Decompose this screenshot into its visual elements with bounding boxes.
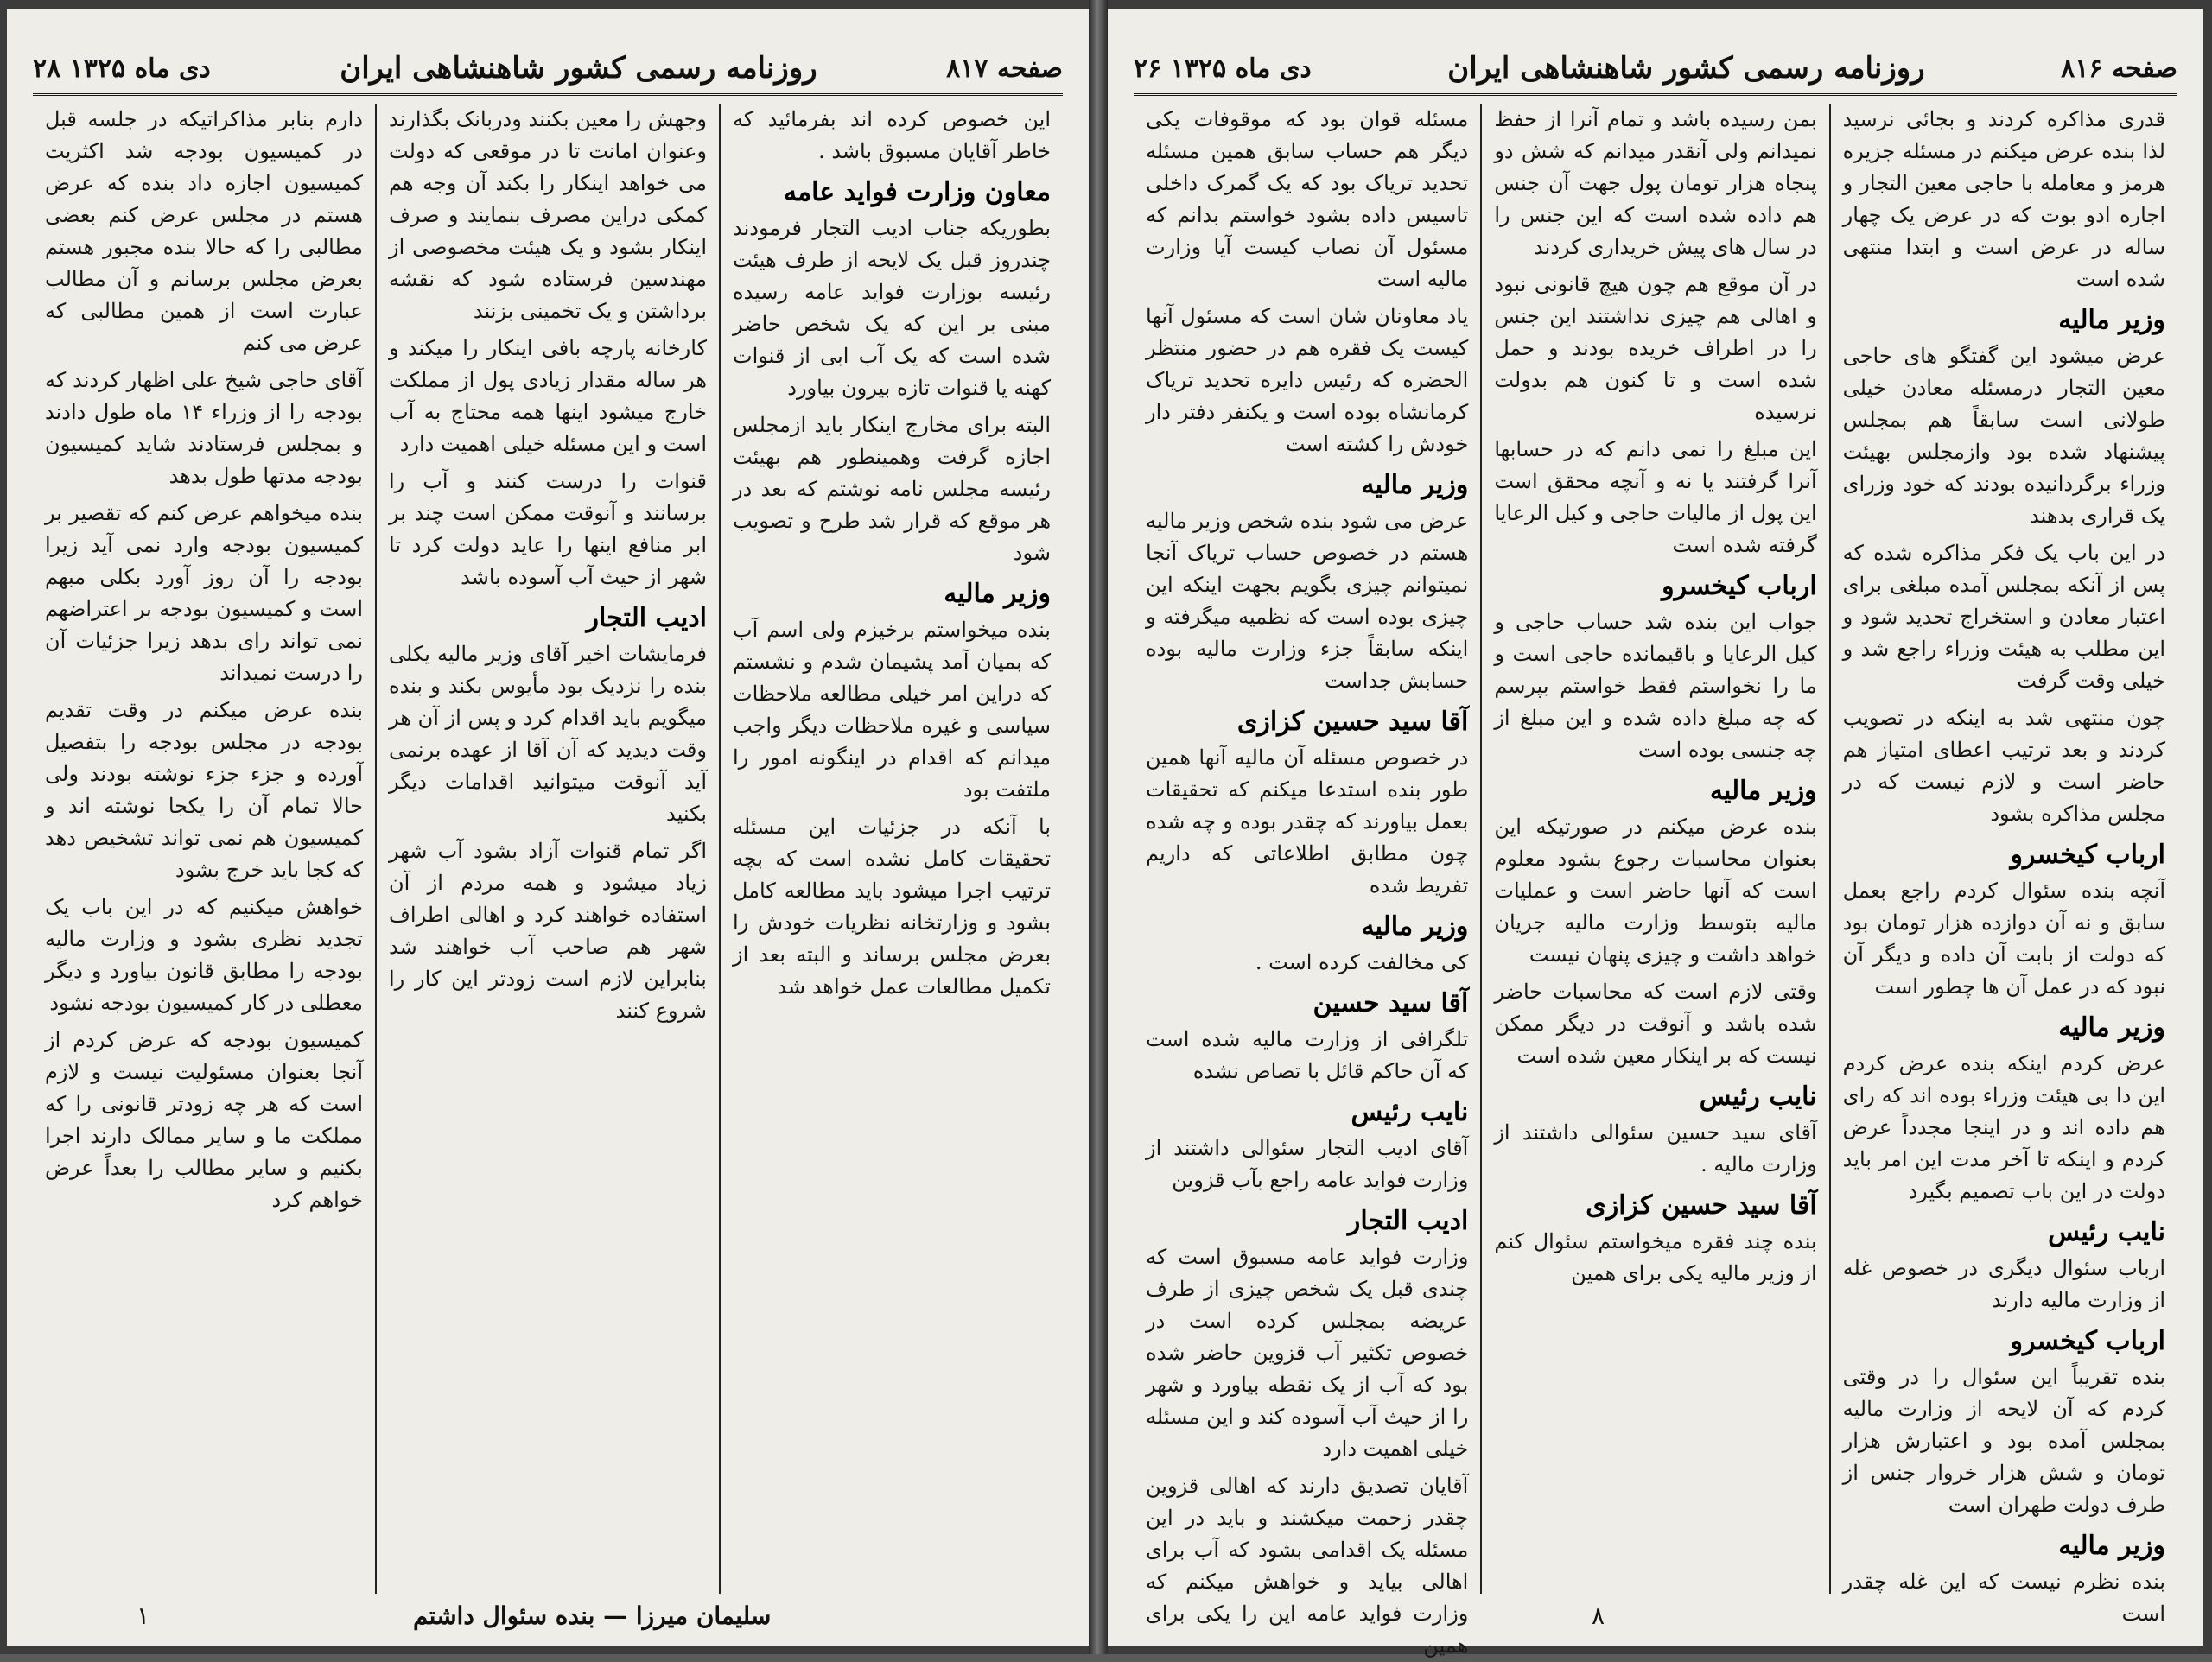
paragraph: این مبلغ را نمی دانم که در حسابها آنرا گرفتند یا نه و آنچه محقق است این پول از مالیات حاجی و کیل الرعایا گرفته شده است [1494,437,1817,557]
right-page-header [1134,43,2177,96]
paragraph: کمیسیون بودجه که عرض کردم از آنجا بعنوان مسئولیت نیست و لازم است که هر چه زودتر قانونی را که مملکت ما و سایر ممالک دارند اجرا بکنیم و سایر مطالب را بعداً عرض خواهم کرد [45,1028,363,1212]
paragraph: بنده میخواهم عرض کنم که تقصیر بر کمیسیون بودجه وارد نمی آید زیرا بودجه را آن روز آورد بکلی مبهم است و کمیسیون بودجه بر اعتراضهم نمی تواند رای بدهد زیرا جزئیات آن را درست نمیداند [45,501,363,685]
paragraph: اگر تمام قنوات آزاد بشود آب شهر زیاد میشود و همه مردم از آن استفاده خواهند کرد و اهالی اطراف شهر هم صاحب آب خواهند شد بنابراین لازم است زودتر این کار را شروع کنند [389,839,707,1023]
speaker-heading: نایب رئیس [1351,1097,1469,1127]
paragraph: آقای حاجی شیخ علی اظهار کردند که بودجه را از وزراء ۱۴ ماه طول دادند و بمجلس فرستادند شاید کمیسیون بودجه مدتها طول بدهد [45,368,363,488]
left-column-1 [719,104,1063,1594]
paragraph: وقتی لازم است که محاسبات حاضر شده باشد و آنوقت در دیگر ممکن نیست که بر اینکار معین شده است [1494,980,1817,1068]
left-column-2 [375,104,719,1594]
left-header-page-label: صفحه ۸۱۷ [946,53,1063,84]
speaker-heading: وزیر مالیه [1361,470,1469,500]
paragraph: کی مخالفت کرده است . [1255,950,1469,974]
speaker-heading: آقا سید حسین کزازی [1236,707,1469,737]
speaker-heading: وزیر مالیه [2058,305,2165,335]
paragraph: قنوات را درست کنند و آب را برسانند و آنوقت ممکن است چند بر ابر منافع اینها را عاید دولت کرد تا شهر از حیث آب آسوده باشد [389,469,707,589]
right-column-1 [1829,104,2177,1626]
right-page-columns [1134,104,2177,1658]
paragraph: بمن رسیده باشد و تمام آنرا از حفظ نمیدانم ولی آنقدر میدانم که شش دو پنجاه هزار تومان پول جهت آن جنس هم داده شده است که این جنس را در سال های پیش خریداری کردند [1494,107,1817,259]
right-header-date: ۲۶ دی ماه ۱۳۲۵ [1134,53,1312,84]
paragraph: در خصوص مسئله آن مالیه آنها همین طور بنده استدعا میکنم که تحقیقات بعمل بیاورند که چقدر بوده و چه شده چون مطابق اطلاعاتی که داریم تفریط شده [1146,745,1469,898]
right-column-2 [1480,104,1828,1594]
paragraph: البته برای مخارج اینکار باید ازمجلس اجازه گرفت وهمینطور هم بهیئت رئیسه مجلس نامه نوشتم که بعد در هر موقع که قرار شد طرح و تصویب شود [733,413,1051,565]
paragraph: با آنکه در جزئیات این مسئله تحقیقات کامل نشده است که بچه ترتیب اجرا میشود باید مطالعه کامل بشود و وزارتخانه نظریات خودش را بعرض مجلس برساند و البته بعد از تکمیل مطالعات عمل خواهد شد [733,815,1051,999]
speaker-heading: ارباب کیخسرو [2010,1326,2165,1356]
paragraph: تلگرافی از وزارت مالیه شده است که آن حاکم قائل با تصاص نشده [1146,1027,1469,1083]
speaker-heading: نایب رئیس [2048,1217,2165,1247]
paragraph: خواهش میکنیم که در این باب یک تجدید نظری بشود و وزارت مالیه بودجه را مطابق قانون بیاورد و دیگر معطلی در کار کمیسیون بودجه نشود [45,895,363,1015]
paragraph: این خصوص کرده اند بفرمائید که خاطر آقایان مسبوق باشد . [733,107,1051,163]
right-header-title: روزنامه رسمی کشور شاهنشاهی ایران [1447,51,1925,86]
paragraph: وزارت فواید عامه مسبوق است که چندی قبل یک شخص چیزی از طرف عریضه بمجلس کرده است در خصوص تکثیر آب قزوین حاضر شده بود که آب از یک نقطه بیاورد و شهر را از حیث آب آسوده کند و این مسئله خیلی اهمیت دارد [1146,1245,1469,1461]
left-column-3 [33,104,375,1594]
speaker-heading: ادیب التجار [586,603,707,633]
paragraph: بنده میخواستم برخیزم ولی اسم آب که بمیان آمد پشیمان شدم و نشستم که دراین امر خیلی مطالعه ملاحظات سیاسی و غیره ملاحظات دیگر واجب میدانم که اقدام در اینگونه امور را ملتفت بود [733,618,1051,802]
paragraph: یاد معاونان شان است که مسئول آنها کیست یک فقره هم در حضور منتظر الحضره که رئیس دایره تحدید تریاک کرمانشاه بوده است و یکنفر دفتر دار خودش را کشته است [1146,304,1469,456]
left-page-number: ۱ [137,1602,150,1630]
paragraph: فرمایشات اخیر آقای وزیر مالیه یکلی بنده را نزدیک بود مأیوس بکند و بنده میگویم باید اقدام کرد و پس از آن هر وقت دیدید که آن آقا از عهده برنمی آید آنوقت میتوانید اقدامات دیگر بکنید [389,642,707,826]
paragraph: بنده تقریباً این سئوال را در وقتی کردم که آن لایحه از وزارت مالیه بمجلس آمده بود و اعتبارش هزار تومان و شش هزار خروار جنس از طرف دولت طهران است [1842,1365,2165,1517]
speaker-heading: آقا سید حسین [1313,988,1469,1018]
paragraph: بنده عرض میکنم در وقت تقدیم بودجه در مجلس بودجه را بتفصیل آورده و جزء جزء نوشته بودند ولی حالا تمام آن را یکجا نوشته اند و کمیسیون هم نمی تواند تشخیص دهد که کجا باید خرج بشود [45,698,363,882]
paragraph: دارم بنابر مذاکراتیکه در جلسه قبل در کمیسیون بودجه شد اکثریت کمیسیون اجازه داد بنده که عرض هستم در مجلس عرض کنم بعضی مطالبی را که حالا بنده مجبور هستم بعرض مجلس برسانم و آن مطالب عبارت است از همین مطالبی که عرض می کنم [45,107,363,355]
paragraph: چون منتهی شد به اینکه در تصویب کردند و بعد ترتیب اعطای امتیاز هم حاضر است و لازم نیست که در مجلس مذاکره بشود [1842,706,2165,826]
left-page-columns [33,104,1063,1594]
paragraph: عرض کردم اینکه بنده عرض کردم این دا بی هیئت وزراء بوده اند که رای هم داده اند و در اینجا مجدداً عرض کردم و اینکه تا آخر مدت این امر باید دولت در این باب تصمیم بگیرد [1842,1051,2165,1203]
paragraph: آنچه بنده سئوال کردم راجع بعمل سابق و نه آن دوازده هزار تومان بود که دولت از بابت آن داده و دیگر آن نبود که در عمل آن ها چطور است [1842,879,2165,999]
paragraph: بطوریکه جناب ادیب التجار فرمودند چندروز قبل یک لایحه از طرف هیئت رئیسه بوزارت فواید عامه رسیده مبنی بر این که یک شخص حاضر شده است که یک آب ابی از قنوات کهنه یا قنوات تازه بیرون بیاورد [733,216,1051,400]
paragraph: در آن موقع هم چون هیچ قانونی نبود و اهالی هم چیزی نداشتند این جنس را در اطراف خریده بودند و حمل شده است و تا کنون هم بدولت نرسیده [1494,272,1817,424]
paragraph: بنده نظرم نیست که این غله چقدر است [1842,1570,2165,1626]
paragraph: وجهش را معین بکنند ودربانک بگذارند وعنوان امانت تا در موقعی که دولت می خواهد اینکار را بکند آن وجه هم کمکی دراین مصرف بنمایند و صرف اینکار بشود و یک هیئت مخصوصی از مهندسین فرستاده شود که نقشه برداشتن و یک تخمینی بزنند [389,107,707,323]
right-header-page-label: صفحه ۸۱۶ [2061,53,2177,84]
paragraph: قدری مذاکره کردند و بجائی نرسید لذا بنده عرض میکنم در مسئله جزیره هرمز و معامله با حاجی معین التجار و اجاره ادو بوت که در عرض یک چهار ساله در عرض است و ابتدا منتهی شده است [1842,107,2165,291]
left-header-date: ۲۸ دی ماه ۱۳۲۵ [33,53,211,84]
paragraph: آقای ادیب التجار سئوالی داشتند از وزارت فواید عامه راجع بآب قزوین [1146,1136,1469,1192]
paragraph: بنده چند فقره میخواستم سئوال کنم از وزیر مالیه یکی برای همین [1494,1229,1817,1285]
speaker-heading: وزیر مالیه [1709,776,1817,806]
book-gutter [1089,0,1108,1654]
speaker-heading: وزیر مالیه [2058,1012,2165,1043]
paragraph: مسئله قوان بود که موقوفات یکی دیگر هم حساب سابق همین مسئله تحدید تریاک بود که یک گمرک داخلی تاسیس داده بشود خواستم بدانم که مسئول آن نصاب کیست آیا وزارت مالیه است [1146,107,1469,291]
left-page-header [33,43,1063,96]
speaker-heading: وزیر مالیه [1361,911,1469,942]
speaker-heading: ارباب کیخسرو [1662,571,1817,601]
speaker-heading: وزیر مالیه [2058,1531,2165,1561]
paragraph: بنده عرض میکنم در صورتیکه این بعنوان محاسبات رجوع بشود معلوم است که آنها حاضر است و عملیات مالیه بتوسط وزارت مالیه جریان خواهد داشت و چیزی پنهان نیست [1494,815,1817,967]
paragraph: عرض می شود بنده شخص وزیر مالیه هستم در خصوص حساب تریاک آنجا نمیتوانم چیزی بگویم بجهت اینکه این چیزی بوده است که نظمیه میگرفته و اینکه سابقاً جزء وزارت مالیه بوده حسابش جداست [1146,509,1469,693]
paragraph: جواب این بنده شد حساب حاجی و کیل الرعایا و باقیمانده حاجی است و ما را نخواستم فقط خواستم بپرسم که چه مبلغ داده شده و این مبلغ از چه جنسی بوده است [1494,610,1817,762]
paragraph: در این باب یک فکر مذاکره شده که پس از آنکه بمجلس آمده مبلغی برای اعتبار معادن و استخراج تحدید شود و این مطلب به هیئت وزراء راجع شد و خیلی وقت گرفت [1842,541,2165,693]
speaker-heading: ادیب التجار [1347,1206,1469,1236]
speaker-heading: آقا سید حسین کزازی [1586,1190,1817,1221]
right-page [1108,9,2203,1658]
left-header-title: روزنامه رسمی کشور شاهنشاهی ایران [340,51,817,86]
paragraph: عرض میشود این گفتگو های حاجی معین التجار درمسئله معادن خیلی طولانی است سابقاً هم بمجلس پیشنهاد شده بود وازمجلس بهیئت وزراء برگردانیده بودند که خود وزرای یک قراری بدهند [1842,344,2165,528]
left-page [7,9,1089,1646]
left-page-signature: سلیمان میرزا — بنده سئوال داشتم [413,1602,772,1630]
paragraph: آقای سید حسین سئوالی داشتند از وزارت مالیه . [1494,1120,1817,1177]
speaker-heading: نایب رئیس [1699,1082,1817,1112]
speaker-heading: وزیر مالیه [944,579,1051,609]
right-page-number: ۸ [1592,1602,1605,1630]
speaker-heading: ارباب کیخسرو [2010,840,2165,870]
speaker-heading: معاون وزارت فواید عامه [783,177,1051,207]
paragraph: آقایان تصدیق دارند که اهالی قزوین چقدر زحمت میکشند و باید در این مسئله یک اقدامی بشود که آب برای اهالی بیاید و خواهش میکنم که وزارت فواید عامه این را یکی برای همین [1146,1474,1469,1658]
paragraph: کارخانه پارچه بافی اینکار را میکند و هر ساله مقدار زیادی پول از مملکت خارج میشود اینها همه محتاج به آب است و این مسئله خیلی اهمیت دارد [389,336,707,456]
right-column-3 [1134,104,1480,1658]
paragraph: ارباب سئوال دیگری در خصوص غله از وزارت مالیه دارند [1842,1256,2165,1312]
